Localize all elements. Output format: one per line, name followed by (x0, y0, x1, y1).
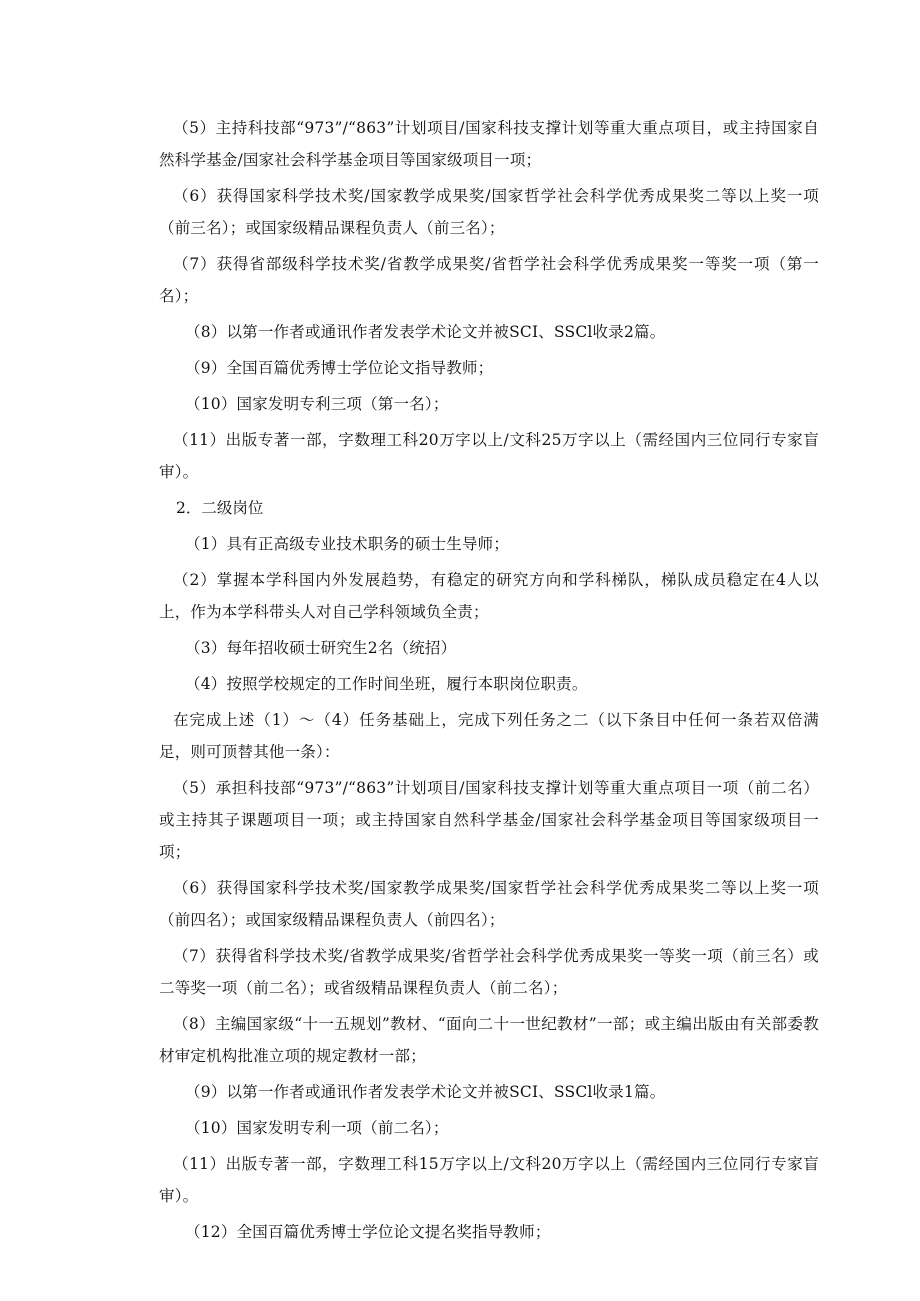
paragraph-level2-item-1: （1）具有正高级专业技术职务的硕士生导师； (185, 535, 510, 553)
section-heading-level-2: 2．二级岗位 (176, 499, 264, 517)
paragraph-level2-item-10: （10）国家发明专利一项（前二名）； (185, 1119, 449, 1137)
paragraph-level2-item-6: （6）获得国家科学技术奖/国家教学成果奖/国家哲学社会科学优秀成果奖二等以上奖一项（前四名）；或国家级精品课程负责人（前四名）； (159, 879, 819, 929)
paragraph-level2-item-5: （5）承担科技部“973”/“863”计划项目/国家科技支撑计划等重大重点项目一项（前二名）或主持其子课题项目一项；或主持国家自然科学基金/国家社会科学基金项目等国家级项目一项； (159, 779, 819, 861)
paragraph-level2-intro: 在完成上述（1）～（4）任务基础上，完成下列任务之二（以下条目中任何一条若双倍满足，则可顶替其他一条）： (159, 711, 819, 761)
paragraph-item-8: （8）以第一作者或通讯作者发表学术论文并被SCI、SSCl收录2篇。 (185, 323, 666, 341)
paragraph-level2-item-4: （4）按照学校规定的工作时间坐班，履行本职岗位职责。 (185, 675, 588, 693)
paragraph-item-6: （6）获得国家科学技术奖/国家教学成果奖/国家哲学社会科学优秀成果奖二等以上奖一项（前三名）；或国家级精品课程负责人（前三名）； (159, 187, 819, 237)
paragraph-item-5: （5）主持科技部“973”/“863”计划项目/国家科技支撑计划等重大重点项目，或主持国家自然科学基金/国家社会科学基金项目等国家级项目一项； (159, 119, 819, 169)
paragraph-item-9: （9）全国百篇优秀博士学位论文指导教师； (185, 359, 494, 377)
paragraph-level2-item-11: （11）出版专著一部，字数理工科15万字以上/文科20万字以上（需经国内三位同行专家盲审）。 (159, 1155, 819, 1205)
paragraph-level2-item-3: （3）每年招收硕士研究生2名（统招） (185, 639, 457, 657)
paragraph-item-7: （7）获得省部级科学技术奖/省教学成果奖/省哲学社会科学优秀成果奖一等奖一项（第一名）； (159, 255, 819, 305)
paragraph-level2-item-12: （12）全国百篇优秀博士学位论文提名奖指导教师； (185, 1223, 551, 1241)
paragraph-item-10: （10）国家发明专利三项（第一名）； (185, 395, 449, 413)
paragraph-level2-item-8: （8）主编国家级“十一五规划”教材、“面向二十一世纪教材”一部；或主编出版由有关部委教材审定机构批准立项的规定教材一部； (159, 1015, 819, 1065)
paragraph-level2-item-9: （9）以第一作者或通讯作者发表学术论文并被SCI、SSCl收录1篇。 (185, 1083, 666, 1101)
paragraph-level2-item-2: （2）掌握本学科国内外发展趋势，有稳定的研究方向和学科梯队，梯队成员稳定在4人以上，作为本学科带头人对自己学科领域负全责； (159, 571, 819, 621)
paragraph-item-11: （11）出版专著一部，字数理工科20万字以上/文科25万字以上（需经国内三位同行专家盲审）。 (159, 431, 819, 481)
paragraph-level2-item-7: （7）获得省科学技术奖/省教学成果奖/省哲学社会科学优秀成果奖一等奖一项（前三名）或二等奖一项（前二名）；或省级精品课程负责人（前二名）； (159, 947, 819, 997)
